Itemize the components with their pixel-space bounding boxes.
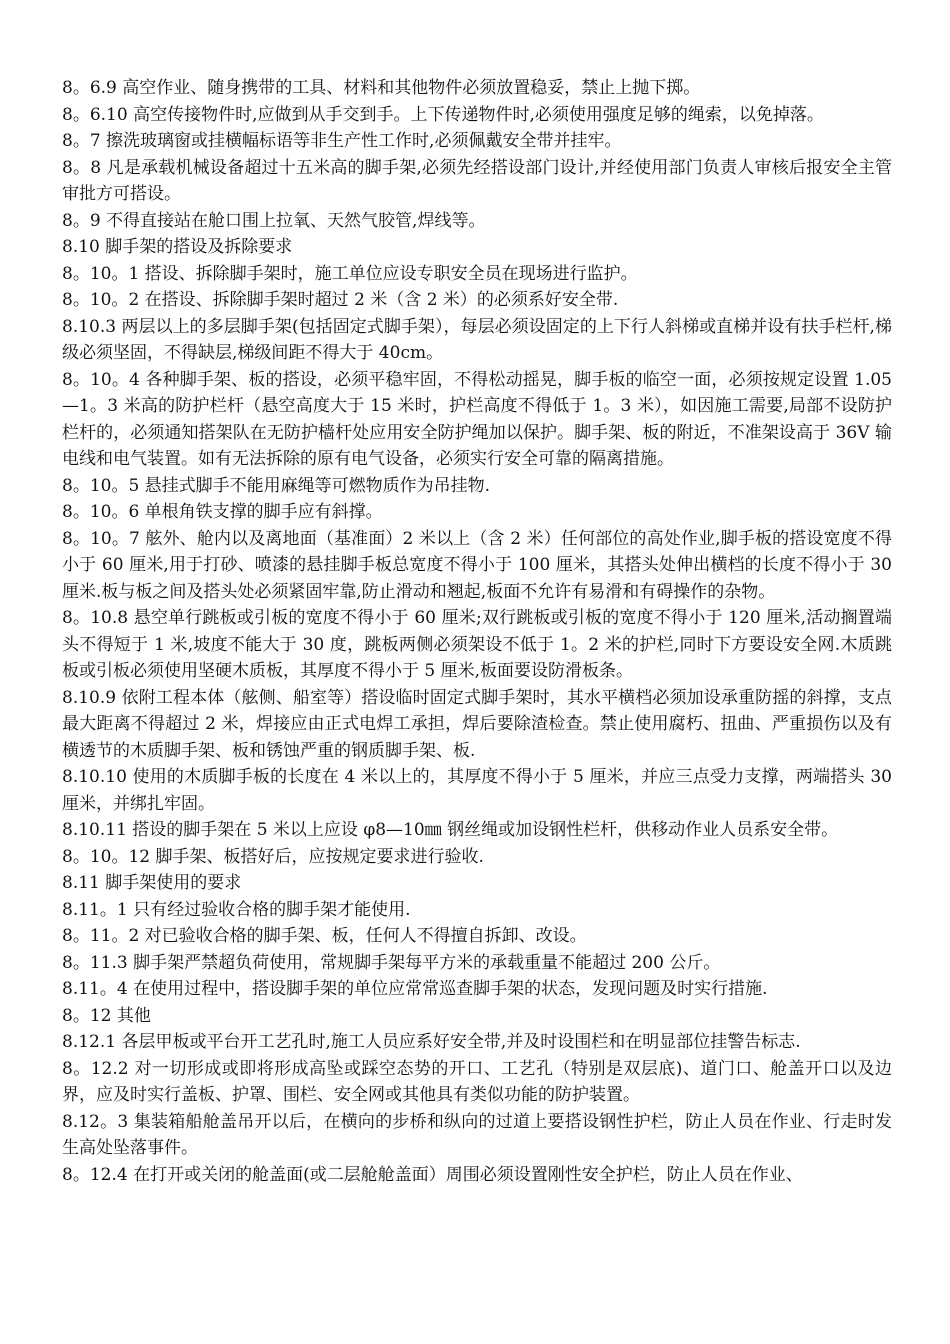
paragraph: 8.10.3 两层以上的多层脚手架(包括固定式脚手架），每层必须设固定的上下行人斜梯或直梯并设有扶手栏杆,梯级必须坚固，不得缺层,梯级间距不得大于 40cm。 <box>62 316 892 363</box>
paragraph: 8.12.1 各层甲板或平台开工艺孔时,施工人员应系好安全带,并及时设围栏和在明显部位挂警告标志. <box>62 1032 801 1052</box>
paragraph: 8。12.4 在打开或关闭的舱盖面(或二层舱舱盖面）周围必须设置刚性安全护栏，防止人员在作业、 <box>62 1164 803 1185</box>
paragraph: 8.10.9 依附工程本体（舷侧、船室等）搭设临时固定式脚手架时，其水平横档必须加设承重防摇的斜撑，支点最大距离不得超过 2 米，焊接应由正式电焊工承担，焊后要除渣检查。禁止使用腐朽、扭曲、严重损伤以及有横透节的木质脚手架、板和锈蚀严重的钢质脚手架、板. <box>62 687 892 761</box>
paragraph: 8。10。7 舷外、舱内以及离地面（基准面）2 米以上（含 2 米）任何部位的高处作业,脚手板的搭设宽度不得小于 60 厘米,用于打砂、喷漆的悬挂脚手板总宽度不得小于 100 厘米，其搭头处伸出横档的长度不得小于 30 厘米.板与板之间及搭头处必须紧固牢靠,防止滑动和翘起,板面不允许有易滑和有碍操作的杂物。 <box>62 528 892 602</box>
paragraph: 8。10.8 悬空单行跳板或引板的宽度不得小于 60 厘米;双行跳板或引板的宽度不得小于 120 厘米,活动搁置端头不得短于 1 米,坡度不能大于 30 度，跳板两侧必须架设不低于 1。2 米的护栏,同时下方要设安全网.木质跳板或引板必须使用坚硬木质板，其厚度不得小于 5 厘米,板面要设防滑板条。 <box>62 608 892 681</box>
paragraph: 8.10.11 搭设的脚手架在 5 米以上应设 φ8—10㎜ 钢丝绳或加设钢性栏杆，供移动作业人员系安全带。 <box>62 820 839 840</box>
paragraph: 8.11。4 在使用过程中，搭设脚手架的单位应常常巡查脚手架的状态，发现问题及时实行措施. <box>62 979 768 999</box>
paragraph: 8。11.3 脚手架严禁超负荷使用，常规脚手架每平方米的承载重量不能超过 200 公斤。 <box>62 952 721 973</box>
paragraph: 8.10.10 使用的木质脚手板的长度在 4 米以上的，其厚度不得小于 5 厘米，并应三点受力支撑，两端搭头 30 厘米，并绑扎牢固。 <box>62 767 892 814</box>
paragraph: 8。10。4 各种脚手架、板的搭设，必须平稳牢固，不得松动摇晃，脚手板的临空一面，必须按规定设置 1.05—1。3 米高的防护栏杆（悬空高度大于 15 米时，护栏高度不得低于 1。3 米），如因施工需要,局部不设防护栏杆的，必须通知搭架队在无防护樯杆处应用安全防护绳加以保护。脚手架、板的附近，不准架设高于 36V 输电线和电气装置。如有无法拆除的原有电气设备，必须实行安全可靠的隔离措施。 <box>62 369 892 469</box>
paragraph: 8。10。5 悬挂式脚手不能用麻绳等可燃物质作为吊挂物. <box>62 475 491 496</box>
paragraph: 8。8 凡是承载机械设备超过十五米高的脚手架,必须先经搭设部门设计,并经使用部门负责人审核后报安全主管审批方可搭设。 <box>62 157 892 204</box>
paragraph: 8.11。1 只有经过验收合格的脚手架才能使用. <box>62 899 411 920</box>
paragraph: 8。11。2 对已验收合格的脚手架、板，任何人不得擅自拆卸、改设。 <box>62 926 587 946</box>
paragraph: 8。7 擦洗玻璃窗或挂横幅标语等非生产性工作时,必须佩戴安全带并挂牢。 <box>62 131 622 151</box>
paragraph: 8。12.2 对一切形成或即将形成高坠或踩空态势的开口、工艺孔（特别是双层底)、道门口、舱盖开口以及边界，应及时实行盖板、护罩、围栏、安全网或其他具有类似功能的防护装置。 <box>62 1058 892 1105</box>
paragraph: 8。10。2 在搭设、拆除脚手架时超过 2 米（含 2 米）的必须系好安全带. <box>62 290 619 310</box>
section-heading: 8。12 其他 <box>62 1005 151 1026</box>
section-heading: 8.11 脚手架使用的要求 <box>62 873 242 893</box>
paragraph: 8.12。3 集装箱船舱盖吊开以后，在横向的步桥和纵向的过道上要搭设钢性护栏，防止人员在作业、行走时发生高处坠落事件。 <box>62 1111 892 1158</box>
document-body <box>62 75 892 1188</box>
paragraph: 8。9 不得直接站在舱口围上拉氧、天然气胶管,焊线等。 <box>62 210 486 231</box>
section-heading: 8.10 脚手架的搭设及拆除要求 <box>62 237 293 257</box>
paragraph: 8。10。1 搭设、拆除脚手架时，施工单位应设专职安全员在现场进行监护。 <box>62 263 638 284</box>
paragraph: 8。6.10 高空传接物件时,应做到从手交到手。上下传递物件时,必须使用强度足够的绳索，以免掉落。 <box>62 104 824 125</box>
paragraph: 8。10。6 单根角铁支撑的脚手应有斜撑。 <box>62 502 383 522</box>
paragraph: 8。6.9 高空作业、随身携带的工具、材料和其他物件必须放置稳妥，禁止上抛下掷。 <box>62 78 701 98</box>
paragraph: 8。10。12 脚手架、板搭好后，应按规定要求进行验收. <box>62 846 484 867</box>
